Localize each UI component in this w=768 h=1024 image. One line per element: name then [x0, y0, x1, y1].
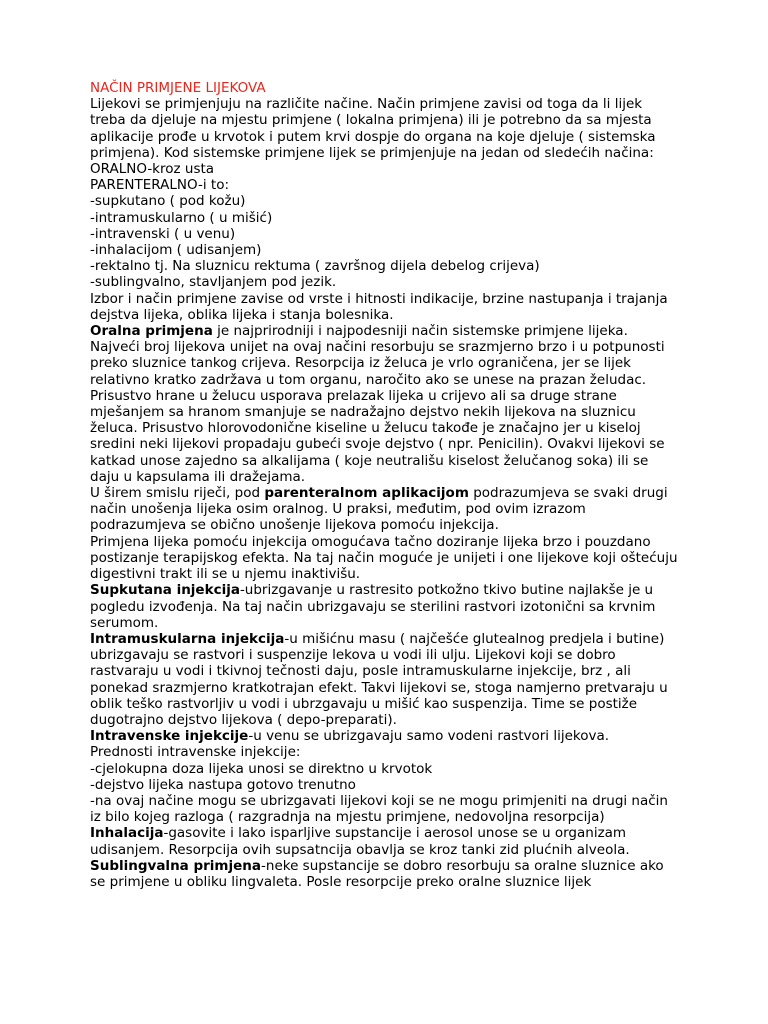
oral-term: Oralna primjena [90, 323, 213, 340]
subcutaneous-text: -ubrizgavanje u rastresito potkožno tkivo butine najlakše je u pogledu izvođenja. Na taj način ubrizgavaju se sterilini rastvori izotonični sa krvnim serumom. [90, 582, 656, 631]
route-item: -supkutano ( pod kožu) [90, 193, 246, 210]
advantage-item: -na ovaj načine mogu se ubrizgavati lijekovi koji se ne mogu primjeniti na drugi način iz bilo kojeg razloga ( razgradnja na mjestu primjene, nedovoljna resorpcija) [90, 792, 668, 826]
intravenous-paragraph [90, 728, 680, 744]
intravenous-text: -u venu se ubrizgavaju samo vodeni rastvori lijekova. [248, 728, 610, 745]
intro-paragraph: Lijekovi se primjenjuju na različite načine. Način primjene zavisi od toga da li lijek treba da djeluje na mjestu primjene ( lokalna primjena) ili je potrebno da sa mjesta aplikacije prođe u krvotok i putem krvi dospje do organa na koje djeluje ( sistemska primjena). Kod sistemske primjene lijek se primjenjuje na jedan od sledećih načina: [90, 96, 656, 161]
inhalation-text: -gasovite i lako isparljive supstancije i aerosol unose se u organizam udisanjem. Resorpcija ovih supsatncija obavlja se kroz tanki zid plućnih alveola. [90, 825, 630, 858]
route-item: -inhalacijom ( udisanjem) [90, 242, 262, 259]
advantage-item: -dejstvo lijeka nastupa gotovo trenutno [90, 776, 356, 793]
route-oral: ORALNO-kroz usta [90, 161, 215, 178]
route-item: -intravenski ( u venu) [90, 225, 236, 242]
route-item: -intramuskularno ( u mišić) [90, 209, 273, 226]
sublingual-term: Sublingvalna primjena [90, 857, 262, 874]
intramuscular-term: Intramuskularna injekcija [90, 630, 285, 647]
parenteral-after: podrazumjeva se svaki drugi način unošenja lijeka osim oralnog. U praksi, međutim, pod ovim izrazom podrazumjeva se obično unošenje lijekova pomoću injekcija. [90, 485, 668, 534]
inhalation-paragraph [90, 825, 680, 857]
document-title: NAČIN PRIMJENE LIJEKOVA [90, 80, 266, 96]
advantage-item: -cjelokupna doza lijeka unosi se direktno u krvotok [90, 760, 433, 777]
intravenous-term: Intravenske injekcije [90, 728, 249, 745]
route-parenteral: PARENTERALNO-i to: [90, 177, 230, 194]
advantages-heading: Prednosti intravenske injekcije: [90, 744, 301, 761]
oral-paragraph [90, 323, 680, 485]
document-page [90, 80, 680, 890]
route-item: -rektalno tj. Na sluznicu rektuma ( završnog dijela debelog crijeva) [90, 258, 540, 275]
choice-paragraph: Izbor i način primjene zavise od vrste i hitnosti indikacije, brzine nastupanja i trajanja dejstva lijeka, oblika lijeka i stanja bolesnika. [90, 290, 668, 323]
oral-text: je najprirodniji i najpodesniji način sistemske primjene lijeka. Najveći broj lijekova unijet na ovaj načini resorbuju se srazmjerno brzo i u potpunosti preko sluznice tankog crijeva. Resorpcija iz želuca je vrlo ograničena, jer se lijek relativno kratko zadržava u tom organu, naročito ako se unese na prazan želudac. Prisustvo hrane u želucu usporava prelazak lijeka u crijevo ali sa druge strane mješanjem sa hranom smanjuje se nadražajno dejstvo nekih lijekova na sluznicu želuca. Prisustvo hlorovodonične kiseline u želucu takođe je značajno jer u kiseloj sredini neki lijekovi propadaju gubeći svoje dejstvo ( npr. Penicilin). Ovakvi lijekovi se katkad unose zajedno sa alkalijama ( koje neutrališu kiselost želučanog soka) ili se daju u kapsulama ili dražejama. [90, 323, 665, 485]
subcutaneous-paragraph [90, 582, 680, 631]
inhalation-term: Inhalacija [90, 825, 164, 842]
intramuscular-paragraph [90, 631, 680, 728]
subcutaneous-term: Supkutana injekcija [90, 582, 240, 599]
parenteral-term: parenteralnom aplikacijom [264, 485, 469, 502]
injections-paragraph: Primjena lijeka pomoću injekcija omogućava tačno doziranje lijeka brzo i pouzdano postizanje terapijskog efekta. Na taj način moguće je unijeti i one lijekove koji oštećuju digestivni trakt ili se u njemu inaktivišu. [90, 533, 678, 583]
parenteral-before: U širem smislu riječi, pod [90, 485, 265, 502]
parenteral-paragraph [90, 485, 680, 534]
sublingual-paragraph [90, 858, 680, 890]
sublingual-text: -neke supstancije se dobro resorbuju sa oralne sluznice ako se primjene u obliku lingvaleta. Posle resorpcije preko oralne sluznice lijek [90, 857, 664, 890]
intramuscular-text: -u mišićnu masu ( najčešće glutealnog predjela i butine) ubrizgavaju se rastvori i suspenzije lekova u vodi ili ulju. Lijekovi koji se dobro rastvaraju u vodi i tkivnoj tečnosti daju, posle intramuskularne injekcije, brz , ali ponekad srazmjerno kratkotrajan efekt. Takvi lijekovi se, stoga namjerno pretvaraju u oblik teško rastvorljiv u vodi i ubrzgavaju u mišić kao suspenzija. Time se postiže dugotrajno dejstvo lijekova ( depo-preparati). [90, 630, 668, 728]
route-item: -sublingvalno, stavljanjem pod jezik. [90, 274, 337, 291]
